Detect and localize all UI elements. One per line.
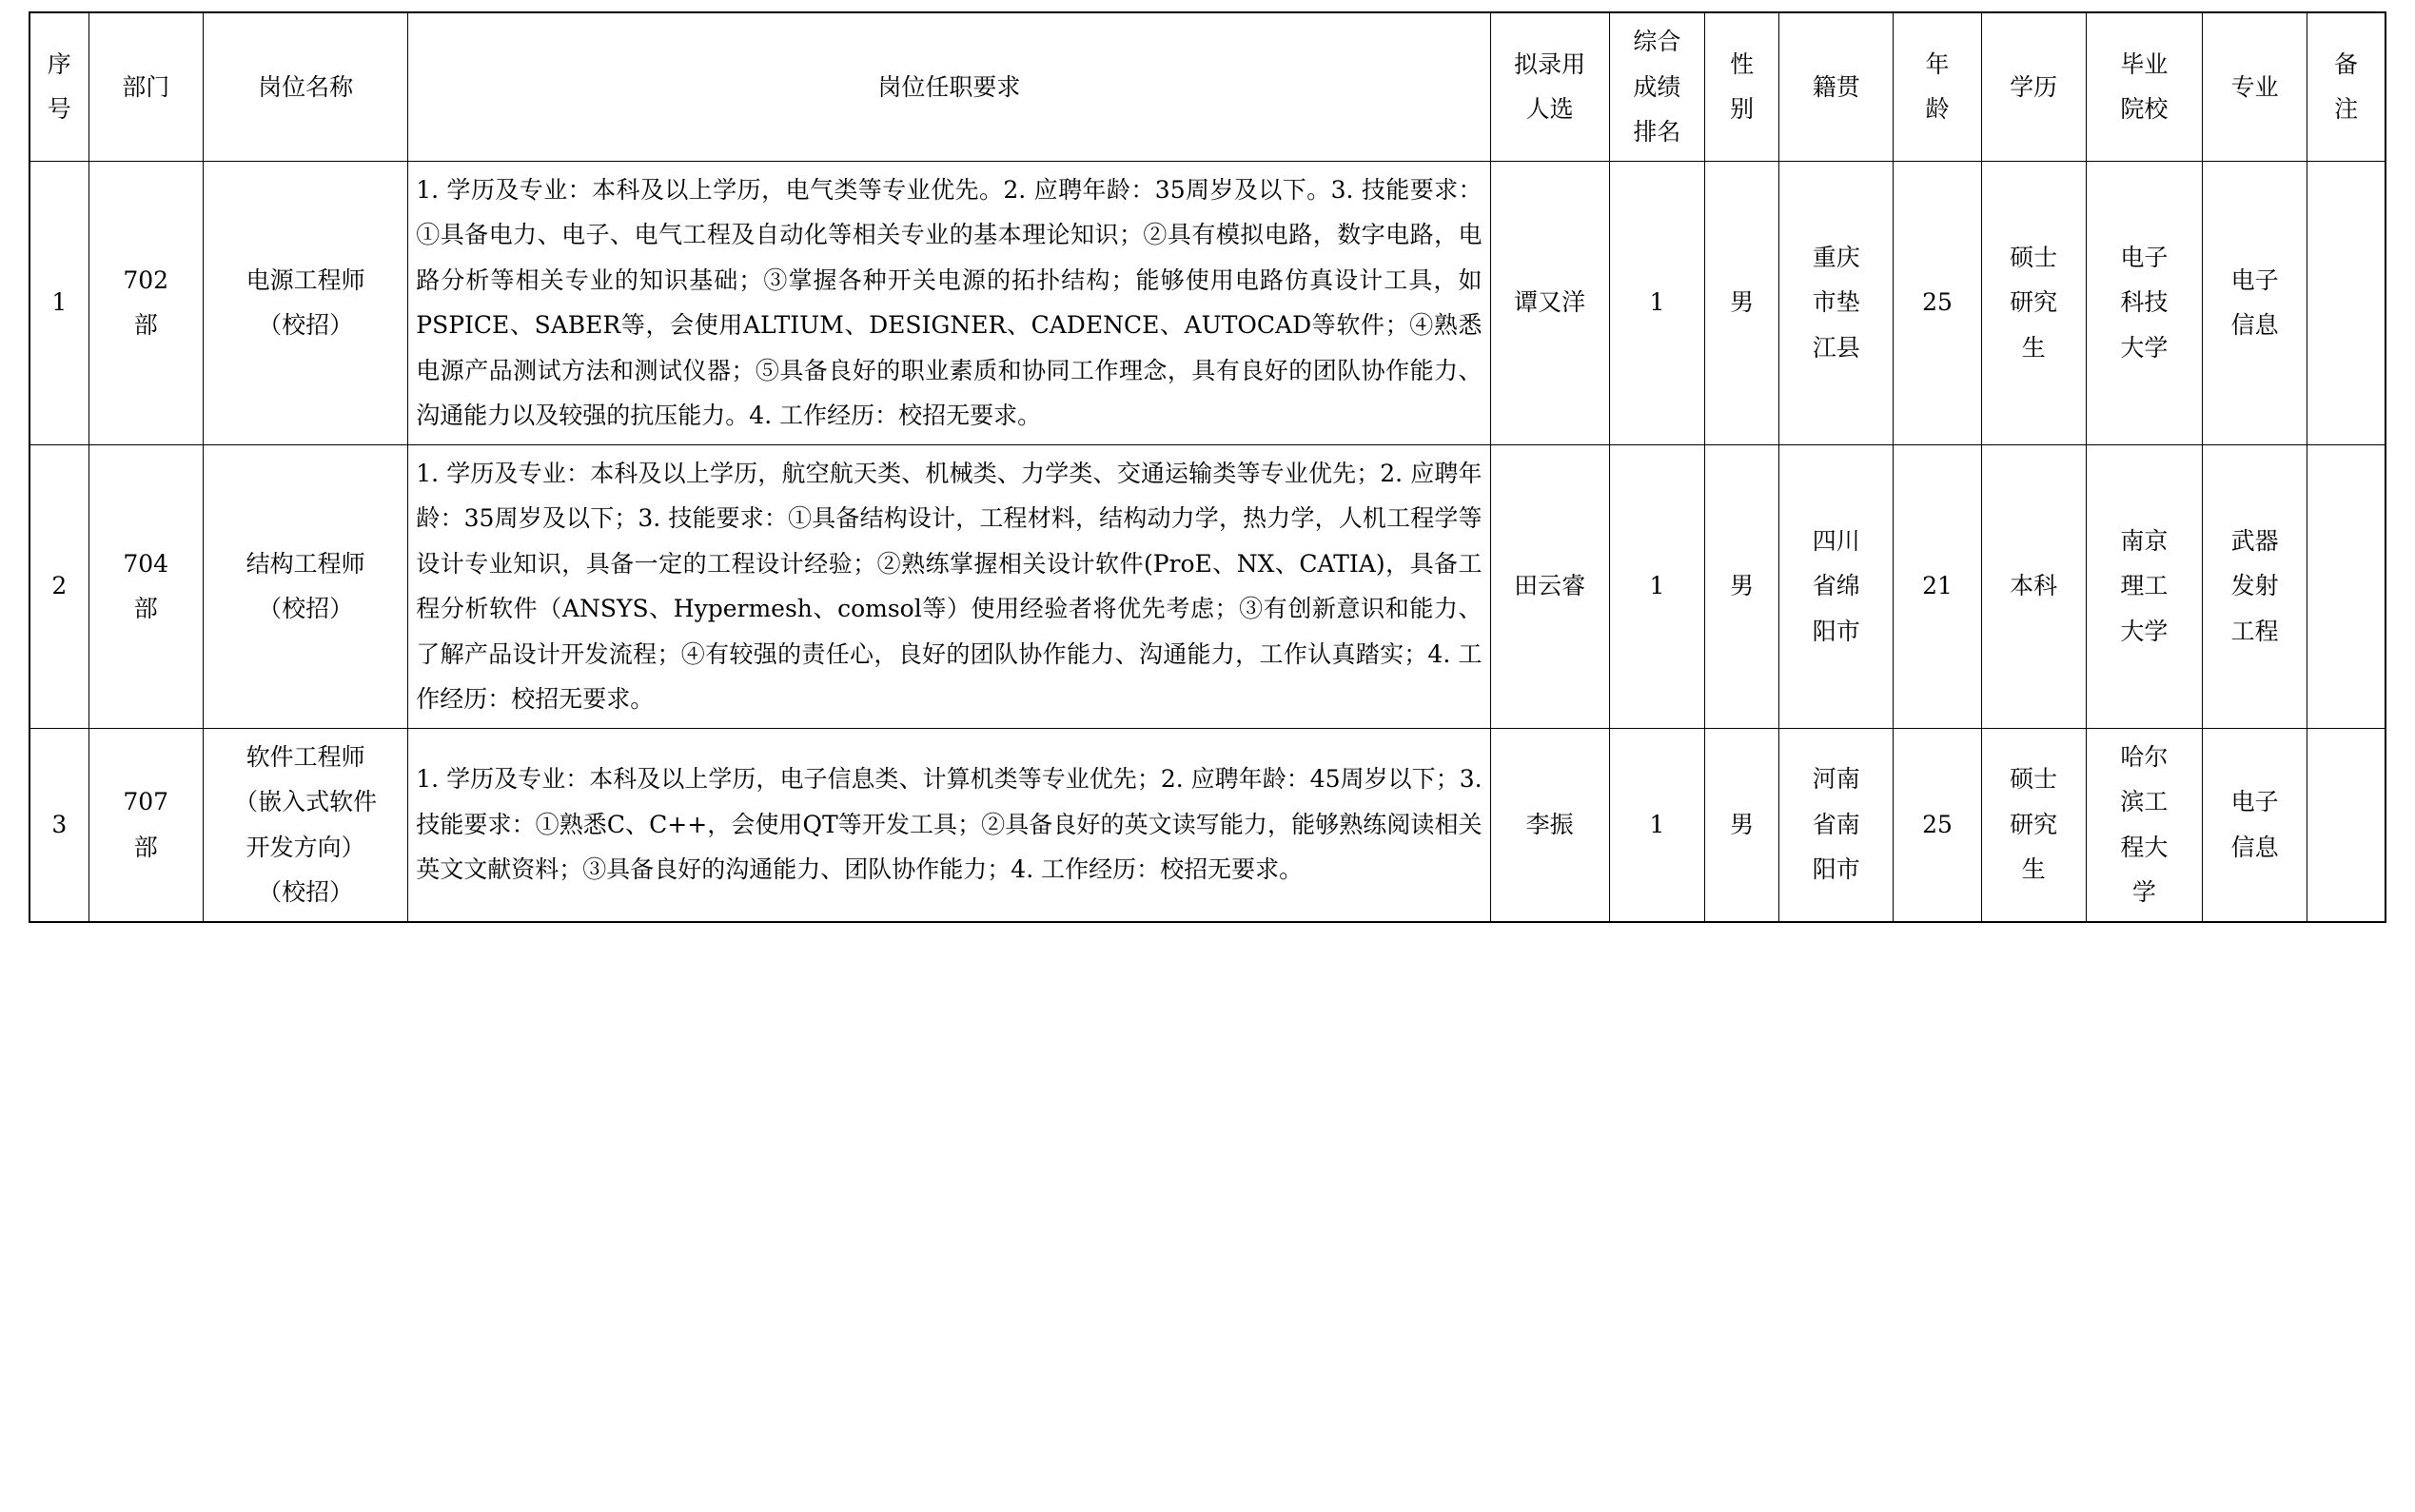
cell-requirements: 1. 学历及专业：本科及以上学历，电气类等专业优先。2. 应聘年龄：35周岁及以下。3. 技能要求：①具备电力、电子、电气工程及自动化等相关专业的基本理论知识；②具有模拟电路，数字电路，电路分析等相关专业的知识基础；③掌握各种开关电源的拓扑结构；能够使用电路仿真设计工具，如PSPICE、SABER等，会使用ALTIUM、DESIGNER、CADENCE、AUTOCAD等软件；④熟悉电源产品测试方法和测试仪器；⑤具备良好的职业素质和协同工作理念，具有良好的团队协作能力、沟通能力以及较强的抗压能力。4. 工作经历：校招无要求。 (408, 161, 1490, 444)
cell-department: 707 部 (88, 728, 203, 922)
cell-candidate: 谭又洋 (1490, 161, 1609, 444)
cell-rank: 1 (1609, 161, 1704, 444)
header-requirements: 岗位任职要求 (408, 12, 1490, 161)
cell-candidate: 田云睿 (1490, 444, 1609, 728)
table-header-row (29, 12, 2386, 161)
header-department: 部门 (88, 12, 203, 161)
table-body (29, 161, 2386, 922)
cell-index: 1 (29, 161, 88, 444)
header-candidate: 拟录用 人选 (1490, 12, 1609, 161)
header-index: 序 号 (29, 12, 88, 161)
cell-age: 25 (1894, 728, 1981, 922)
cell-note (2307, 728, 2386, 922)
header-major: 专业 (2203, 12, 2307, 161)
table-row (29, 444, 2386, 728)
header-rank: 综合 成绩 排名 (1609, 12, 1704, 161)
table-header (29, 12, 2386, 161)
cell-department: 702 部 (88, 161, 203, 444)
cell-requirements: 1. 学历及专业：本科及以上学历，电子信息类、计算机类等专业优先；2. 应聘年龄：45周岁以下；3. 技能要求：①熟悉C、C++，会使用QT等开发工具；②具备良好的英文读写能力，能够熟练阅读相关英文文献资料；③具备良好的沟通能力、团队协作能力；4. 工作经历：校招无要求。 (408, 728, 1490, 922)
table-row (29, 728, 2386, 922)
cell-education: 硕士 研究 生 (1981, 728, 2086, 922)
cell-hometown: 四川 省绵 阳市 (1779, 444, 1894, 728)
cell-school: 南京 理工 大学 (2086, 444, 2202, 728)
cell-department: 704 部 (88, 444, 203, 728)
cell-education: 本科 (1981, 444, 2086, 728)
cell-major: 电子 信息 (2203, 728, 2307, 922)
cell-hometown: 重庆 市垫 江县 (1779, 161, 1894, 444)
header-school: 毕业 院校 (2086, 12, 2202, 161)
cell-gender: 男 (1705, 444, 1779, 728)
cell-hometown: 河南 省南 阳市 (1779, 728, 1894, 922)
table-row (29, 161, 2386, 444)
cell-school: 哈尔 滨工 程大 学 (2086, 728, 2202, 922)
cell-position: 结构工程师 （校招） (203, 444, 407, 728)
cell-rank: 1 (1609, 728, 1704, 922)
cell-candidate: 李振 (1490, 728, 1609, 922)
cell-age: 25 (1894, 161, 1981, 444)
header-note: 备 注 (2307, 12, 2386, 161)
cell-age: 21 (1894, 444, 1981, 728)
cell-index: 3 (29, 728, 88, 922)
cell-school: 电子 科技 大学 (2086, 161, 2202, 444)
header-position: 岗位名称 (203, 12, 407, 161)
cell-rank: 1 (1609, 444, 1704, 728)
recruitment-table (29, 11, 2386, 923)
cell-major: 电子 信息 (2203, 161, 2307, 444)
header-gender: 性 别 (1705, 12, 1779, 161)
cell-major: 武器 发射 工程 (2203, 444, 2307, 728)
cell-education: 硕士 研究 生 (1981, 161, 2086, 444)
cell-note (2307, 444, 2386, 728)
cell-gender: 男 (1705, 728, 1779, 922)
header-education: 学历 (1981, 12, 2086, 161)
cell-position: 电源工程师 （校招） (203, 161, 407, 444)
header-hometown: 籍贯 (1779, 12, 1894, 161)
cell-position: 软件工程师 （嵌入式软件 开发方向） （校招） (203, 728, 407, 922)
cell-gender: 男 (1705, 161, 1779, 444)
cell-index: 2 (29, 444, 88, 728)
cell-note (2307, 161, 2386, 444)
cell-requirements: 1. 学历及专业：本科及以上学历，航空航天类、机械类、力学类、交通运输类等专业优先；2. 应聘年龄：35周岁及以下；3. 技能要求：①具备结构设计，工程材料，结构动力学，热力学，人机工程学等设计专业知识，具备一定的工程设计经验；②熟练掌握相关设计软件(ProE、NX、CATIA)，具备工程分析软件（ANSYS、Hypermesh、comsol等）使用经验者将优先考虑；③有创新意识和能力、了解产品设计开发流程；④有较强的责任心，良好的团队协作能力、沟通能力，工作认真踏实；4. 工作经历：校招无要求。 (408, 444, 1490, 728)
header-age: 年 龄 (1894, 12, 1981, 161)
